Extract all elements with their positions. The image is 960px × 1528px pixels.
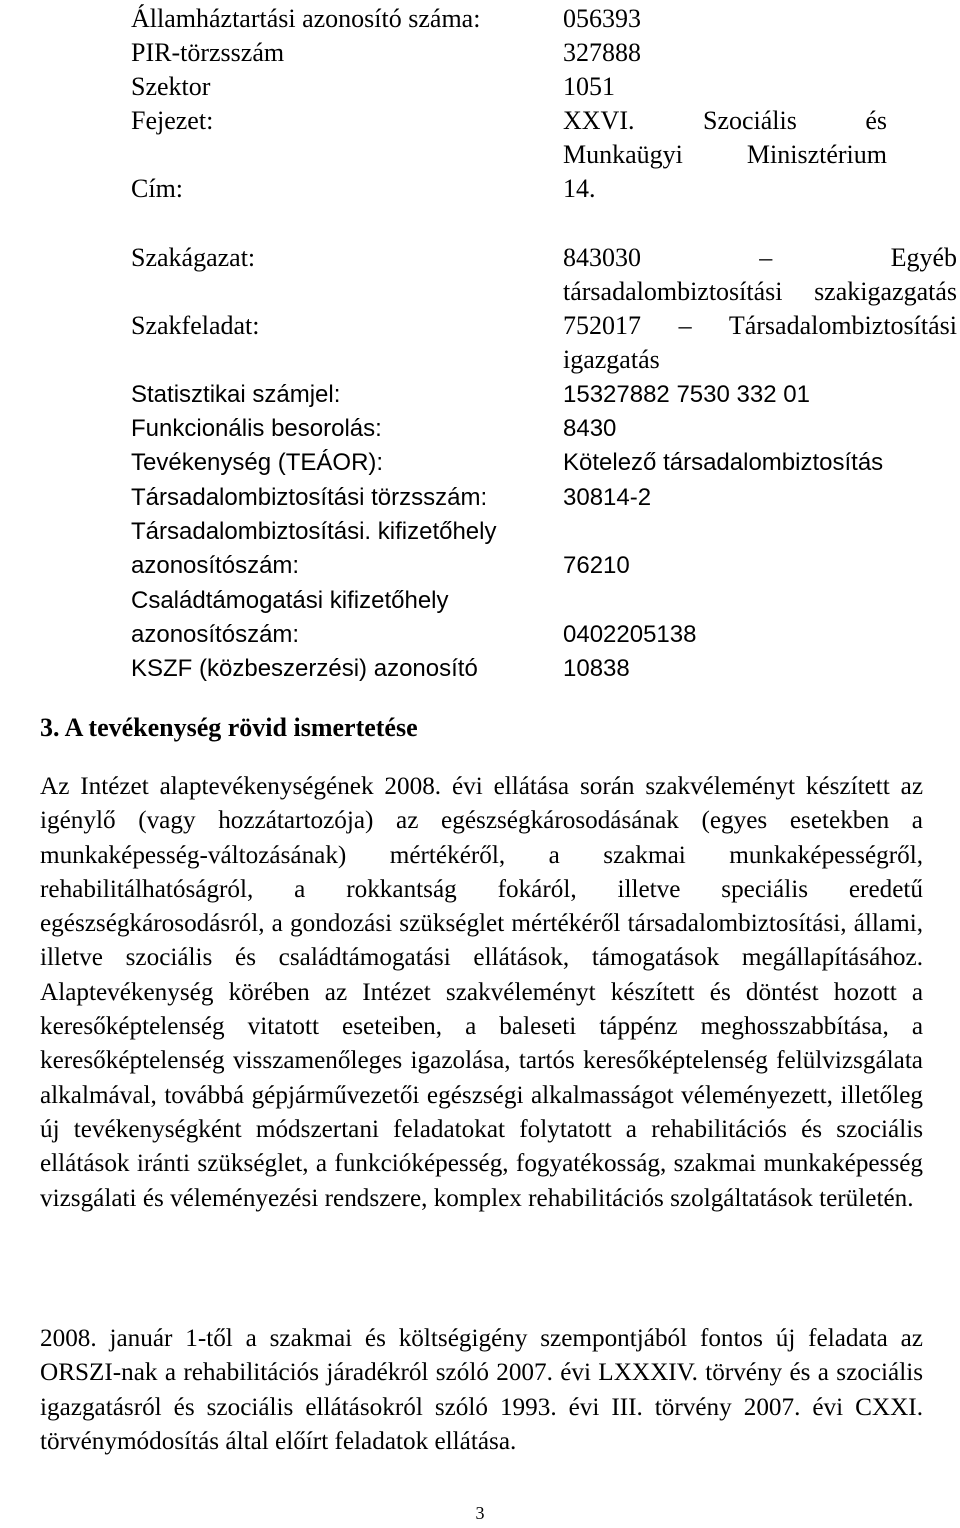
id-label: Statisztikai számjel:	[131, 381, 341, 408]
id-label: Szakágazat:	[131, 243, 256, 272]
id-label: Tevékenység (TEÁOR):	[131, 449, 384, 476]
id-label: azonosítószám:	[131, 552, 300, 579]
id-value: 0402205138	[563, 621, 697, 648]
id-label: azonosítószám:	[131, 621, 300, 648]
id-value: 327888	[563, 38, 641, 67]
id-value: 056393	[563, 4, 641, 33]
id-label: Családtámogatási kifizetőhely	[131, 587, 449, 614]
id-value: 14.	[563, 174, 596, 203]
id-label: Cím:	[131, 174, 184, 203]
id-label: Társadalombiztosítási. kifizetőhely	[131, 518, 497, 545]
id-label: PIR-törzsszám	[131, 38, 285, 67]
id-label: Társadalombiztosítási törzsszám:	[131, 484, 488, 511]
id-value: 752017 – Társadalombiztosítási igazgatás	[563, 311, 957, 374]
id-label: KSZF (közbeszerzési) azonosító	[131, 655, 478, 682]
id-value: 76210	[563, 552, 630, 579]
id-value: Kötelező társadalombiztosítás	[563, 449, 884, 476]
id-value: 10838	[563, 655, 630, 682]
paragraph: 2008. január 1-től a szakmai és költségigény szempontjából fontos új feladata az ORSZI-nak a rehabilitációs járadékról szóló 2007. évi LXXXIV. törvény és a szociális igazgatásról és szociális ellátásokról szóló 1993. évi III. törvény 2007. évi CXXI. törvénymódosítás által előírt feladatok ellátása.	[40, 1325, 923, 1455]
id-value: XXVI. Szociális és Munkaügyi Minisztérium	[563, 106, 887, 169]
id-value: 843030 – Egyéb társadalombiztosítási szakigazgatás	[563, 243, 957, 306]
id-value: 15327882 7530 332 01	[563, 381, 810, 408]
id-label: Szektor	[131, 72, 211, 101]
id-label: Funkcionális besorolás:	[131, 415, 382, 442]
id-label: Államháztartási azonosító száma:	[131, 4, 481, 33]
paragraph: Az Intézet alaptevékenységének 2008. évi ellátása során szakvéleményt készített az igénylő (vagy hozzátartozója) az egészségkárosodásának (egyes esetekben a munkaképesség-változásának) mértékéről, a szakmai munkaképességről, rehabilitálhatóságról, a rokkantság fokáról, illetve speciális eredetű egészségkárosodásról, a gondozási szükséglet mértékéről társadalombiztosítási, állami, illetve szociális és családtámogatási ellátások, támogatások megállapításához. Alaptevékenység körében az Intézet szakvéleményt készített és döntést hozott a keresőképtelenség vitatott eseteiben, a baleseti táppénz meghosszabbítása, a keresőképtelenség visszamenőleges igazolása, tartós keresőképtelenség felülvizsgálata alkalmával, továbbá gépjárművezetői egészségi alkalmasságot véleményezett, illetőleg új tevékenységként módszertani feladatokat folytatott a rehabilitációs és szociális ellátások iránti szükséglet, a funkcióképesség, fogyatékosság, szakmai munkaképesség vizsgálati és véleményezési rendszere, komplex rehabilitációs szolgáltatások területén.	[40, 773, 923, 1212]
id-value: 1051	[563, 72, 615, 101]
id-value: 8430	[563, 415, 617, 442]
id-label: Szakfeladat:	[131, 311, 260, 340]
section-heading: 3. A tevékenység rövid ismertetése	[40, 713, 418, 742]
page-number: 3	[475, 1503, 485, 1523]
id-label: Fejezet:	[131, 106, 214, 135]
id-value: 30814-2	[563, 484, 652, 511]
